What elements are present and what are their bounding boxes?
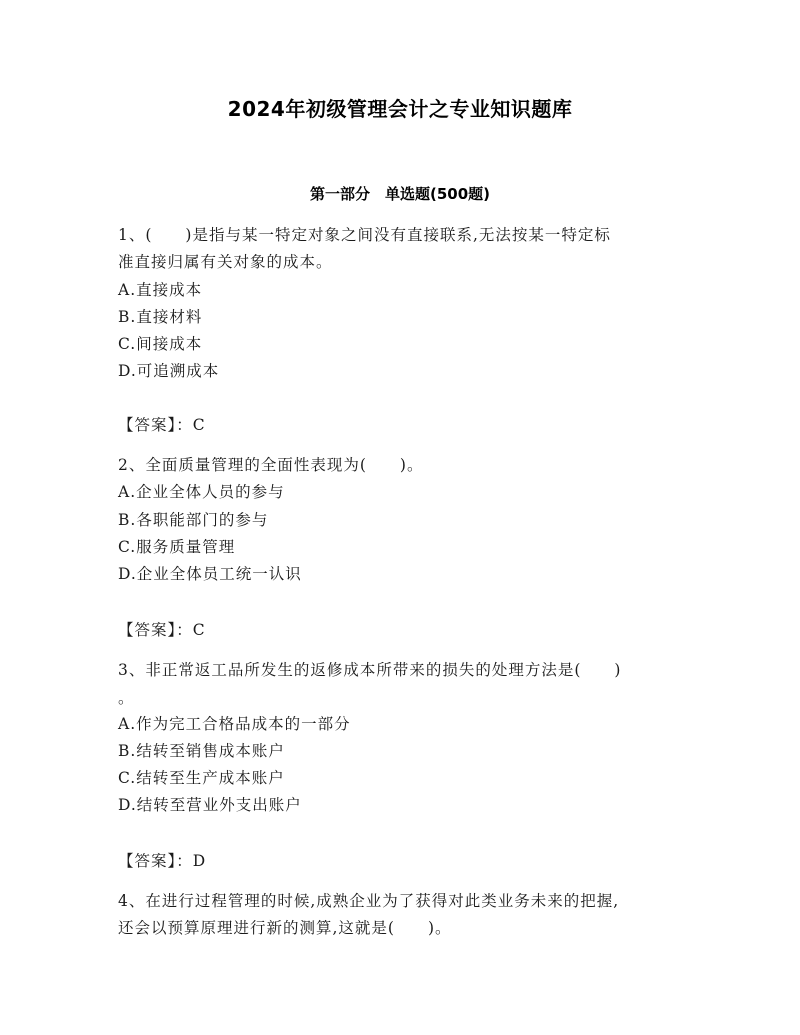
question-2-option-c: C.服务质量管理 bbox=[118, 538, 236, 556]
document-title: 2024年初级管理会计之专业知识题库 bbox=[227, 97, 573, 121]
question-1-stem-line-2: 准直接归属有关对象的成本。 bbox=[118, 253, 333, 271]
question-3-answer: 【答案】：D bbox=[118, 852, 207, 870]
question-3-option-a: A.作为完工合格品成本的一部分 bbox=[118, 715, 351, 733]
question-3-stem-line-2: 。 bbox=[118, 689, 135, 707]
section-heading: 第一部分 单选题(500题) bbox=[309, 185, 491, 203]
question-2-option-d: D.企业全体员工统一认识 bbox=[118, 565, 302, 583]
question-3-option-b: B.结转至销售成本账户 bbox=[118, 742, 285, 760]
question-1-option-c: C.间接成本 bbox=[118, 335, 203, 353]
question-3-option-d: D.结转至营业外支出账户 bbox=[118, 796, 302, 814]
question-4-stem-line-2: 还会以预算原理进行新的测算,这就是( )。 bbox=[118, 919, 452, 937]
question-1-option-a: A.直接成本 bbox=[118, 281, 203, 299]
question-1-option-b: B.直接材料 bbox=[118, 308, 203, 326]
question-2-answer: 【答案】：C bbox=[118, 621, 206, 639]
question-3-stem-line-1: 3、非正常返工品所发生的返修成本所带来的损失的处理方法是( ) bbox=[118, 661, 622, 679]
question-3-option-c: C.结转至生产成本账户 bbox=[118, 769, 285, 787]
question-1-option-d: D.可追溯成本 bbox=[118, 362, 220, 380]
question-2-option-b: B.各职能部门的参与 bbox=[118, 511, 269, 529]
question-1-answer: 【答案】：C bbox=[118, 416, 206, 434]
question-2-option-a: A.企业全体人员的参与 bbox=[118, 483, 285, 501]
question-2-stem-line-1: 2、全面质量管理的全面性表现为( )。 bbox=[118, 456, 424, 474]
question-1-stem-line-1: 1、( )是指与某一特定对象之间没有直接联系,无法按某一特定标 bbox=[118, 226, 611, 244]
question-4-stem-line-1: 4、在进行过程管理的时候,成熟企业为了获得对此类业务未来的把握, bbox=[118, 892, 620, 910]
